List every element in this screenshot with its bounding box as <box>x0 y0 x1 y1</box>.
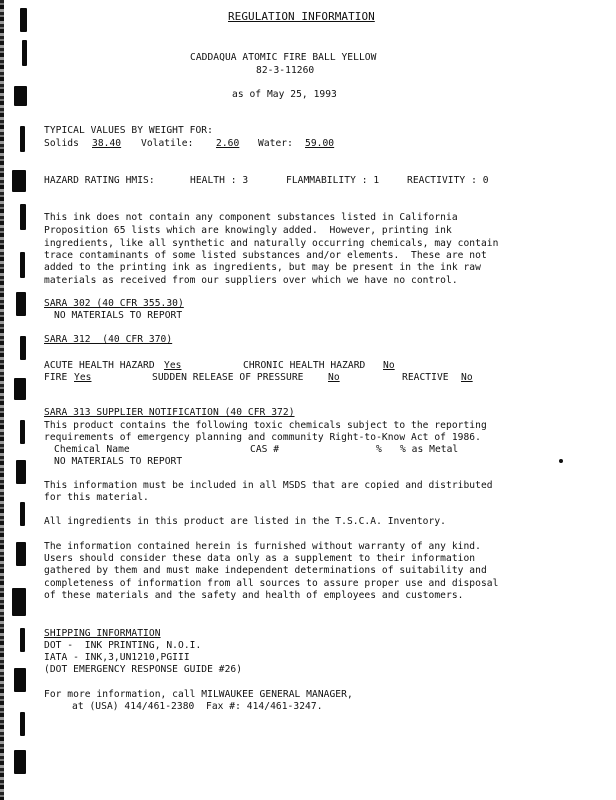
msds-line: for this material. <box>44 492 149 503</box>
acute-hazard-value: Yes <box>164 360 182 371</box>
volatile-label: Volatile: <box>141 138 194 149</box>
fax-margin-strip <box>0 0 4 800</box>
prop65-line: This ink does not contain any component substances listed in California <box>44 212 458 223</box>
disclaimer-line: of these materials and the safety and health of employees and customers. <box>44 590 464 601</box>
typical-values-heading: TYPICAL VALUES BY WEIGHT FOR: <box>44 125 213 136</box>
volatile-value: 2.60 <box>216 138 240 149</box>
sara313-line: This product contains the following toxic chemicals subject to the reporting <box>44 420 487 431</box>
shipping-line: (DOT EMERGENCY RESPONSE GUIDE #26) <box>44 664 243 675</box>
sara313-none: NO MATERIALS TO REPORT <box>54 456 183 467</box>
punch-mark <box>20 204 26 230</box>
disclaimer-line: gathered by them and must make independent determinations of suitability and <box>44 565 487 576</box>
prop65-line: Proposition 65 lists which are knowingly added. However, printing ink <box>44 225 452 236</box>
contact-line: at (USA) 414/461-2380 Fax #: 414/461-3247. <box>72 701 323 712</box>
punch-mark <box>14 378 26 400</box>
solids-value: 38.40 <box>92 138 122 149</box>
punch-mark <box>20 8 27 32</box>
disclaimer-line: The information contained herein is furnished without warranty of any kind. <box>44 541 481 552</box>
column-percent: % <box>376 444 382 455</box>
fire-label: FIRE <box>44 372 68 383</box>
punch-mark <box>20 126 25 152</box>
document-title: REGULATION INFORMATION <box>228 10 375 23</box>
health-rating: HEALTH : 3 <box>190 175 249 186</box>
punch-mark <box>16 292 26 316</box>
prop65-line: added to the printing ink as ingredients, but may be present in the ink raw <box>44 262 481 273</box>
punch-mark <box>20 712 25 736</box>
punch-mark <box>14 668 26 692</box>
punch-mark <box>12 170 26 192</box>
column-percent-metal: % as Metal <box>400 444 459 455</box>
punch-mark <box>14 86 27 106</box>
product-name: CADDAQUA ATOMIC FIRE BALL YELLOW <box>190 52 377 63</box>
reactive-label: REACTIVE <box>402 372 449 383</box>
prop65-line: trace contaminants of some listed substances and/or elements. These are not <box>44 250 487 261</box>
solids-label: Solids <box>44 138 79 149</box>
disclaimer-line: completeness of information from all sources to assure proper use and disposal <box>44 578 499 589</box>
punch-mark <box>22 40 27 66</box>
msds-line: This information must be included in all MSDS that are copied and distributed <box>44 480 493 491</box>
punch-mark <box>20 336 26 360</box>
punch-mark <box>16 542 26 566</box>
punch-mark <box>20 420 25 444</box>
punch-mark <box>20 628 25 652</box>
hazard-rating-label: HAZARD RATING HMIS: <box>44 175 155 186</box>
column-chemical-name: Chemical Name <box>54 444 130 455</box>
shipping-line: DOT - INK PRINTING, N.O.I. <box>44 640 202 651</box>
flammability-rating: FLAMMABILITY : 1 <box>286 175 380 186</box>
product-code: 82-3-11260 <box>256 65 315 76</box>
punch-mark <box>16 460 26 484</box>
sudden-release-value: No <box>328 372 340 383</box>
shipping-heading: SHIPPING INFORMATION <box>44 628 161 639</box>
column-cas-number: CAS # <box>250 444 280 455</box>
water-value: 59.00 <box>305 138 335 149</box>
chronic-hazard-label: CHRONIC HEALTH HAZARD <box>243 360 366 371</box>
sara313-heading: SARA 313 SUPPLIER NOTIFICATION (40 CFR 372) <box>44 407 295 418</box>
contact-line: For more information, call MILWAUKEE GENERAL MANAGER, <box>44 689 353 700</box>
sara302-heading: SARA 302 (40 CFR 355.30) <box>44 298 184 309</box>
sara313-line: requirements of emergency planning and community Right-to-Know Act of 1986. <box>44 432 481 443</box>
fire-value: Yes <box>74 372 92 383</box>
sara312-heading: SARA 312 (40 CFR 370) <box>44 334 173 345</box>
prop65-line: materials as received from our suppliers over which we have no control. <box>44 275 458 286</box>
as-of-date: as of May 25, 1993 <box>232 89 337 100</box>
stray-dot <box>559 459 563 463</box>
punch-mark <box>20 502 25 526</box>
disclaimer-line: Users should consider these data only as a supplement to their information <box>44 553 476 564</box>
punch-mark <box>20 252 25 278</box>
chronic-hazard-value: No <box>383 360 395 371</box>
sara302-text: NO MATERIALS TO REPORT <box>54 310 183 321</box>
water-label: Water: <box>258 138 293 149</box>
sudden-release-label: SUDDEN RELEASE OF PRESSURE <box>152 372 304 383</box>
acute-hazard-label: ACUTE HEALTH HAZARD <box>44 360 155 371</box>
reactivity-rating: REACTIVITY : 0 <box>407 175 489 186</box>
reactive-value: No <box>461 372 473 383</box>
tsca-line: All ingredients in this product are listed in the T.S.C.A. Inventory. <box>44 516 446 527</box>
punch-mark <box>14 750 26 774</box>
punch-mark <box>12 588 26 616</box>
shipping-line: IATA - INK,3,UN1210,PGIII <box>44 652 190 663</box>
prop65-line: ingredients, like all synthetic and naturally occurring chemicals, may contain <box>44 238 499 249</box>
